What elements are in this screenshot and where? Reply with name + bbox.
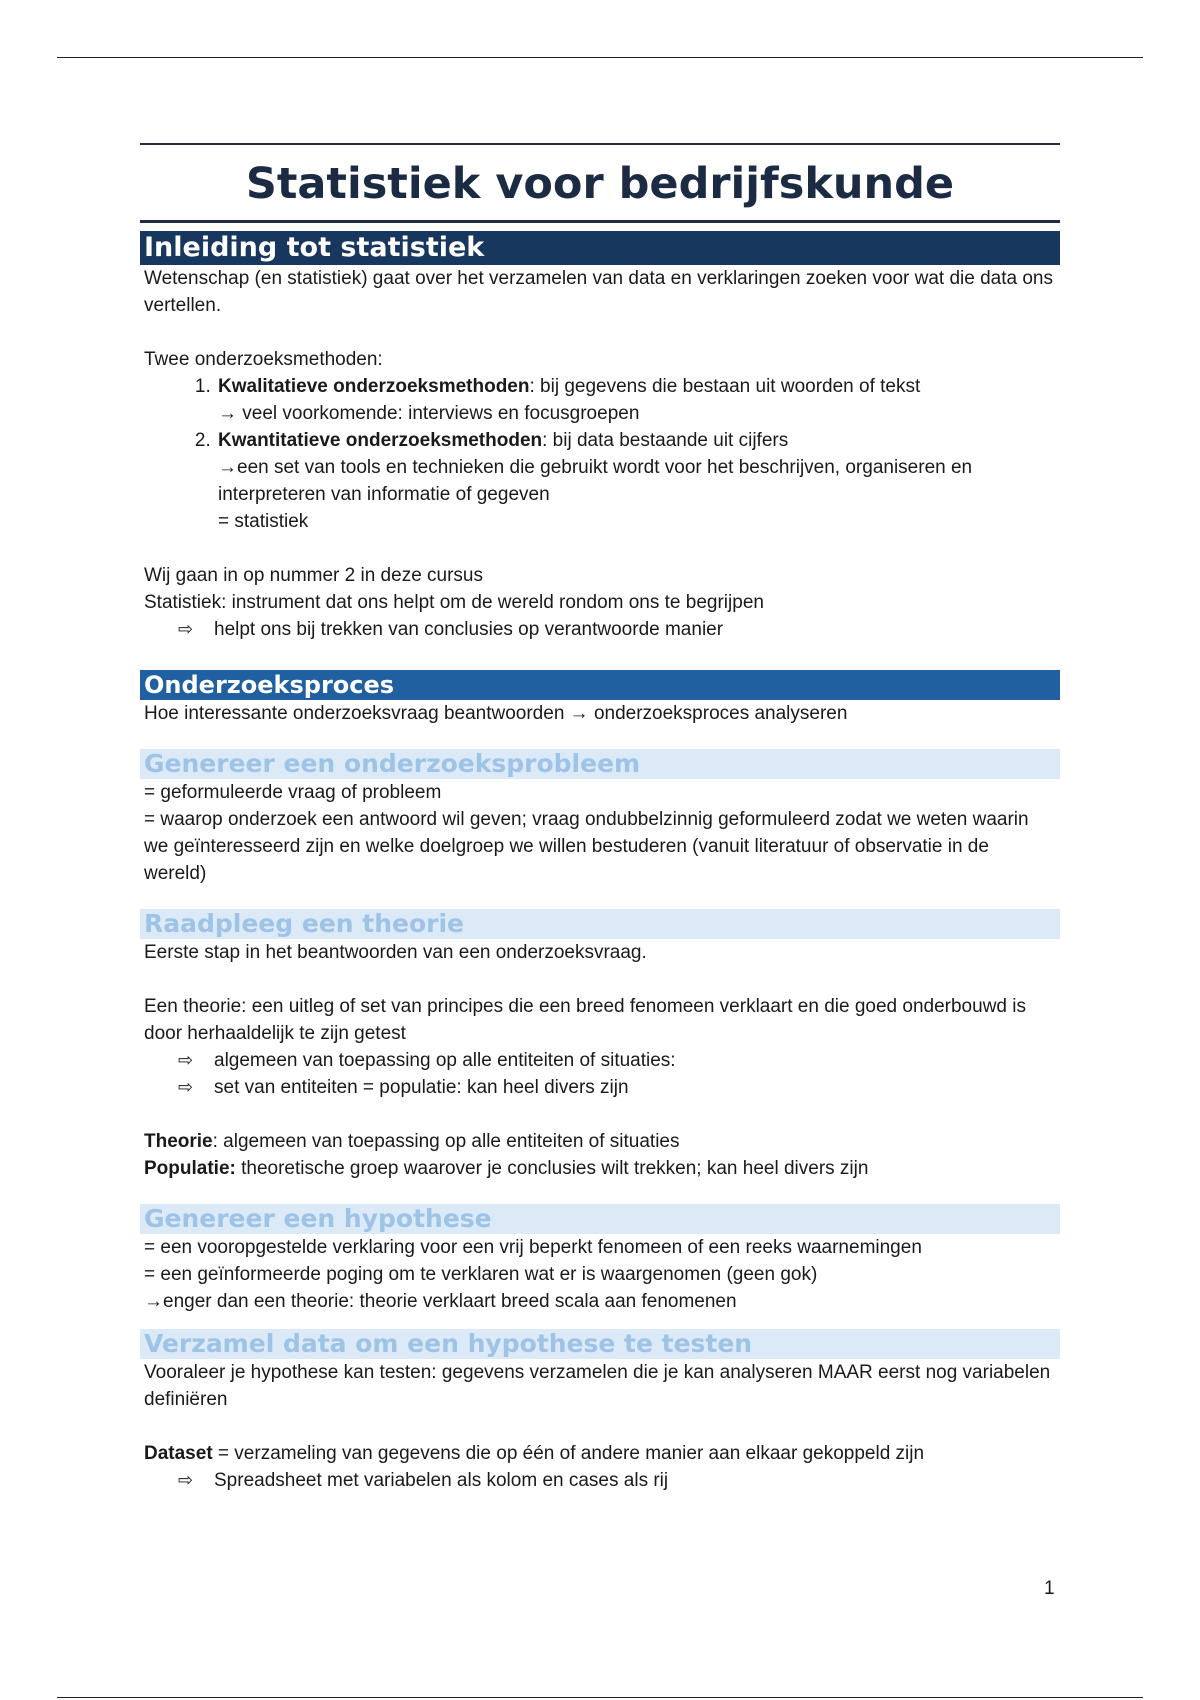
page-top-rule — [57, 57, 1143, 58]
definition — [140, 1440, 1060, 1467]
list-item: ⇨ helpt ons bij trekken van conclusies op verantwoorde manier — [178, 616, 1060, 643]
list-item-sub: → veel voorkomende: interviews en focusgroepen — [218, 403, 640, 424]
list-item: ⇨ Spreadsheet met variabelen als kolom en cases als rij — [178, 1467, 1060, 1494]
methods-list — [140, 373, 1060, 535]
title-top-rule — [140, 143, 1060, 145]
definition — [140, 1128, 1060, 1155]
definition-text: = verzameling van gegevens die op één of andere manier aan elkaar gekoppeld zijn — [212, 1443, 925, 1464]
arrow-list — [140, 616, 1060, 643]
term: Dataset — [144, 1443, 213, 1464]
paragraph: Hoe interessante onderzoeksvraag beantwoorden → onderzoeksproces analyseren — [144, 703, 848, 724]
definition-text: theoretische groep waarover je conclusies wilt trekken; kan heel divers zijn — [235, 1158, 869, 1179]
heading-verzamel-data: Verzamel data om een hypothese te testen — [140, 1329, 1060, 1359]
page-bottom-rule — [57, 1697, 1143, 1698]
list-item: ⇨ set van entiteiten = populatie: kan heel divers zijn — [178, 1074, 1060, 1101]
paragraph: Wetenschap (en statistiek) gaat over het verzamelen van data en verklaringen zoeken voor wat die data ons vertellen. — [144, 268, 1054, 316]
paragraph: = waarop onderzoek een antwoord wil geven; vraag ondubbelzinnig geformuleerd zodat we weten waarin we geïnteresseerd zijn en welke doelgroep we willen bestuderen (vanuit literatuur of observatie in de wereld) — [144, 809, 1029, 884]
title-bottom-rule — [140, 220, 1060, 223]
definition-text: : algemeen van toepassing op alle entiteiten of situaties — [212, 1131, 680, 1152]
arrow-list — [140, 1047, 1060, 1101]
list-item: ⇨ algemeen van toepassing op alle entiteiten of situaties: — [178, 1047, 1060, 1074]
term: Theorie — [144, 1131, 213, 1152]
heading-hypothese: Genereer een hypothese — [140, 1204, 1060, 1234]
heading-inleiding: Inleiding tot statistiek — [140, 231, 1060, 265]
paragraph: Twee onderzoeksmethoden: — [144, 349, 383, 370]
paragraph: Statistiek: instrument dat ons helpt om de wereld rondom ons te begrijpen — [144, 592, 764, 613]
paragraph: = geformuleerde vraag of probleem — [144, 782, 442, 803]
paragraph: Vooraleer je hypothese kan testen: gegevens verzamelen die je kan analyseren MAAR eerst nog variabelen definiëren — [144, 1362, 1051, 1410]
list-item — [216, 427, 1060, 535]
heading-onderzoeksprobleem: Genereer een onderzoeksprobleem — [140, 749, 1060, 779]
paragraph: →enger dan een theorie: theorie verklaart breed scala aan fenomenen — [144, 1291, 737, 1312]
heading-theorie: Raadpleeg een theorie — [140, 909, 1060, 939]
term: Kwantitatieve onderzoeksmethoden — [218, 430, 543, 451]
list-item — [216, 373, 1060, 427]
heading-onderzoeksproces: Onderzoeksproces — [140, 670, 1060, 700]
term: Kwalitatieve onderzoeksmethoden — [218, 376, 530, 397]
paragraph: Wij gaan in op nummer 2 in deze cursus — [144, 565, 483, 586]
list-item-sub: = statistiek — [218, 511, 309, 532]
definition — [140, 1155, 1060, 1182]
paragraph: = een vooropgestelde verklaring voor een vrij beperkt fenomeen of een reeks waarnemingen — [144, 1237, 922, 1258]
page-number: 1 — [1044, 1578, 1055, 1599]
term: Populatie: — [144, 1158, 236, 1179]
list-item-text: : bij gegevens die bestaan uit woorden of tekst — [529, 376, 921, 397]
paragraph: Eerste stap in het beantwoorden van een onderzoeksvraag. — [144, 942, 647, 963]
list-item-sub: →een set van tools en technieken die gebruikt wordt voor het beschrijven, organiseren en interpreteren van informatie of gegeven — [218, 457, 973, 505]
paragraph: = een geïnformeerde poging om te verklaren wat er is waargenomen (geen gok) — [144, 1264, 818, 1285]
list-item-text: : bij data bestaande uit cijfers — [542, 430, 789, 451]
document-title: Statistiek voor bedrijfskunde — [245, 159, 955, 209]
document-body — [140, 143, 1060, 1494]
arrow-list — [140, 1467, 1060, 1494]
paragraph: Een theorie: een uitleg of set van principes die een breed fenomeen verklaart en die goed onderbouwd is door herhaaldelijk te zijn getest — [144, 996, 1026, 1044]
